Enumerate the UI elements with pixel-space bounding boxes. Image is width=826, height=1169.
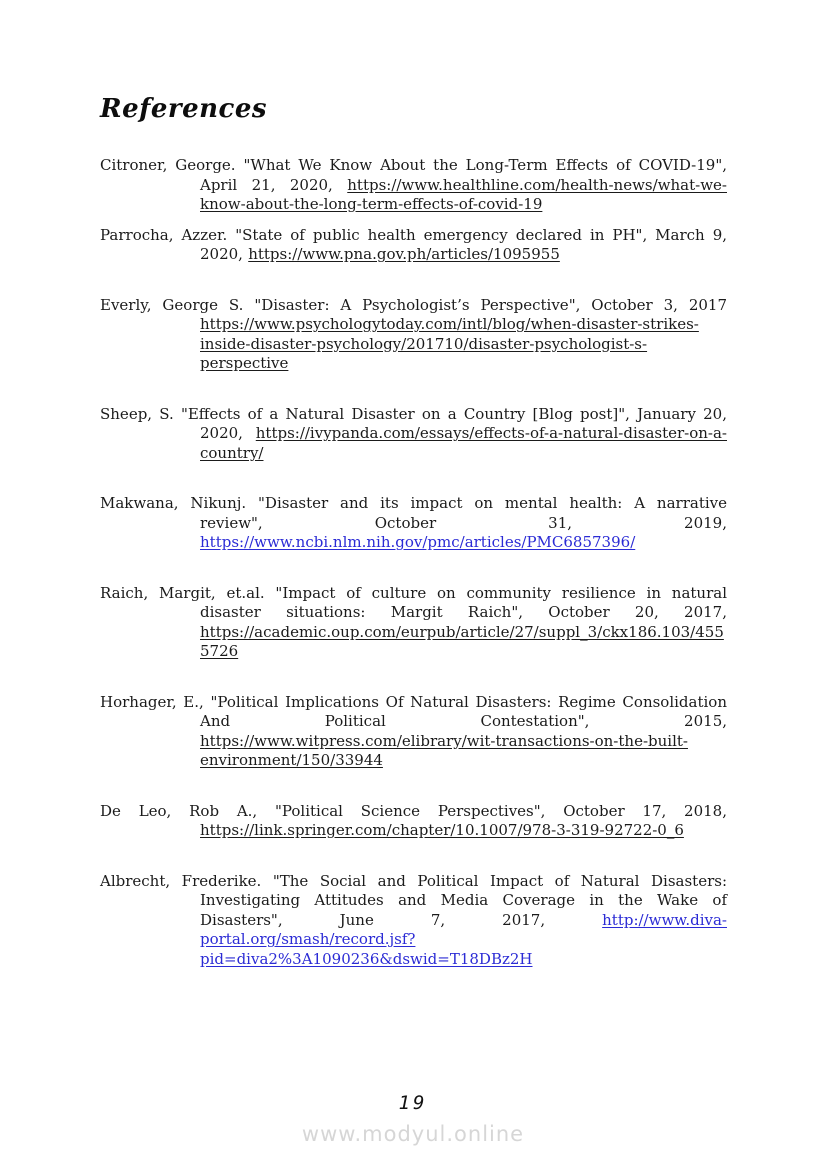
references-list [100, 156, 727, 969]
reference-entry [100, 693, 727, 771]
reference-text: Horhager, E., "Political Implications Of Natural Disasters: Regime Consolidation And Political Contestation", 2015, [100, 692, 727, 731]
reference-text: Raich, Margit, et.al. "Impact of culture on community resilience in natural disaster situations: Margit Raich", October 20, 2017, [100, 583, 727, 622]
reference-text: Everly, George S. "Disaster: A Psychologist’s Perspective", October 3, 2017 [100, 295, 727, 314]
reference-link[interactable]: https://link.springer.com/chapter/10.1007/978-3-319-92722-0_6 [200, 821, 684, 840]
reference-link[interactable]: https://www.ncbi.nlm.nih.gov/pmc/articles/PMC6857396/ [200, 533, 636, 552]
reference-entry [100, 872, 727, 970]
reference-text: Sheep, S. "Effects of a Natural Disaster on a Country [Blog post]", January 20, 2020, [100, 404, 727, 443]
reference-text: Parrocha, Azzer. "State of public health emergency declared in PH", March 9, 2020, [100, 225, 727, 264]
reference-text: De Leo, Rob A., "Political Science Perspectives", October 17, 2018, [100, 801, 727, 820]
reference-link[interactable]: https://www.psychologytoday.com/intl/blog/when-disaster-strikes-inside-disaster-psychology/201710/disaster-psychologist-s-perspective [200, 315, 699, 373]
reference-entry [100, 802, 727, 841]
reference-entry [100, 584, 727, 662]
reference-text: Citroner, George. "What We Know About the Long-Term Effects of COVID-19", April 21, 2020, [100, 156, 727, 194]
reference-entry [100, 296, 727, 374]
reference-link[interactable]: https://www.witpress.com/elibrary/wit-transactions-on-the-built-environment/150/33944 [200, 731, 688, 770]
reference-link[interactable]: http://www.diva-portal.org/smash/record.jsf?pid=diva2%3A1090236&dswid=T18DBz2H [200, 910, 727, 968]
page-number: 19 [398, 1092, 428, 1114]
reference-link[interactable]: https://ivypanda.com/essays/effects-of-a-natural-disaster-on-a-country/ [200, 424, 727, 462]
reference-link[interactable]: https://www.healthline.com/health-news/what-we-know-about-the-long-term-effects-of-covid-19 [200, 175, 727, 214]
reference-text: Makwana, Nikunj. "Disaster and its impact on mental health: A narrative review", October 31, 2019, [100, 494, 727, 532]
reference-text: Albrecht, Frederike. "The Social and Political Impact of Natural Disasters: Investigating Attitudes and Media Coverage in the Wake of Disasters", June 7, 2017, [100, 871, 727, 929]
reference-entry [100, 226, 727, 265]
reference-entry [100, 156, 727, 215]
reference-entry [100, 405, 727, 464]
reference-link[interactable]: https://www.pna.gov.ph/articles/1095955 [248, 245, 560, 264]
watermark: www.modyul.online [301, 1122, 525, 1146]
reference-entry [100, 494, 727, 553]
page-title: References [100, 94, 268, 124]
reference-link[interactable]: https://academic.oup.com/eurpub/article/27/suppl_3/ckx186.103/4555726 [200, 622, 724, 661]
